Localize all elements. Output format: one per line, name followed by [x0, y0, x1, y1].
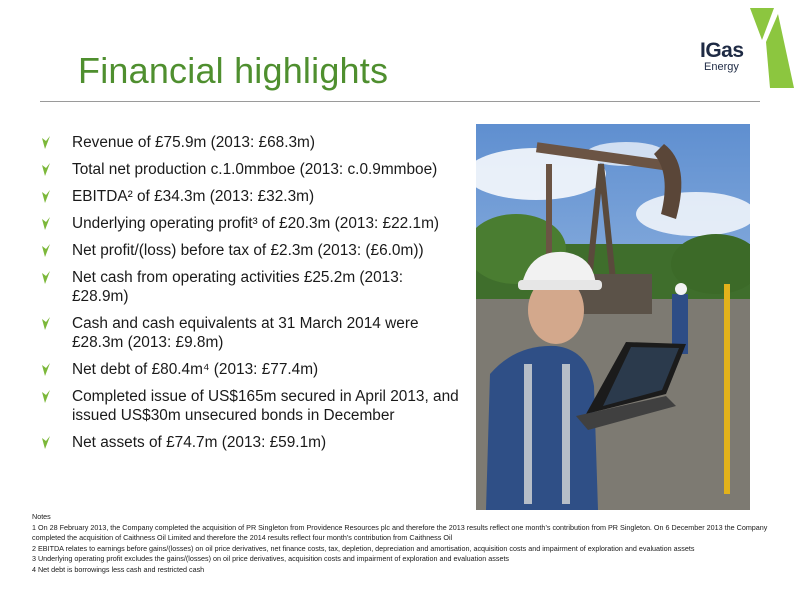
bullet-tick-icon [42, 136, 50, 149]
bullet-tick-icon [42, 390, 50, 403]
logo-subtitle: Energy [704, 61, 739, 73]
bullet-tick-icon [42, 363, 50, 376]
footnote: 2 EBITDA relates to earnings before gains/(losses) on oil price derivatives, net finance costs, tax, depletion, depreciation and amortisation, acquisition costs and impairment of exploration and evaluation assets [32, 543, 695, 553]
list-item: Net debt of £80.4m⁴ (2013: £77.4m) [40, 360, 460, 379]
bullet-tick-icon [42, 436, 50, 449]
list-item: Net profit/(loss) before tax of £2.3m (2013: (£6.0m)) [40, 241, 460, 260]
footnote: 3 Underlying operating profit excludes the gains/(losses) on oil price derivatives, acquisition costs and impairment of exploration and evaluation assets [32, 554, 510, 563]
footnote: 4 Net debt is borrowings less cash and restricted cash [32, 564, 205, 574]
list-item: Revenue of £75.9m (2013: £68.3m) [40, 133, 460, 152]
highlights-list [40, 133, 460, 460]
bullet-tick-icon [42, 317, 50, 330]
bullet-tick-icon [42, 271, 50, 284]
list-item: Underlying operating profit³ of £20.3m (2013: £22.1m) [40, 214, 460, 233]
list-item: EBITDA² of £34.3m (2013: £32.3m) [40, 187, 460, 206]
bullet-tick-icon [42, 217, 50, 230]
bullet-tick-icon [42, 163, 50, 176]
list-item: Net cash from operating activities £25.2m (2013: £28.9m) [40, 268, 460, 306]
footnotes [32, 512, 772, 575]
logo-wordmark: IGas [700, 39, 744, 62]
list-item: Cash and cash equivalents at 31 March 2014 were £28.3m (2013: £9.8m) [40, 314, 460, 352]
list-item: Completed issue of US$165m secured in April 2013, and issued US$30m unsecured bonds in December [40, 387, 460, 425]
list-item: Net assets of £74.7m (2013: £59.1m) [40, 433, 460, 452]
notes-heading: Notes [32, 512, 51, 521]
list-item: Total net production c.1.0mmboe (2013: c.0.9mmboe) [40, 160, 460, 179]
footnote: 1 On 28 February 2013, the Company completed the acquisition of PR Singleton from Providence Resources plc and therefore the 2013 results reflect one month’s contribution from PR Singleton. On 6 December 2013 the Company completed the acquisition of Caithness Oil Limited and therefore the 2014 results reflect four month’s contribution from Caithness Oil [32, 522, 768, 542]
bullet-tick-icon [42, 244, 50, 257]
bullet-tick-icon [42, 190, 50, 203]
igas-logo [700, 4, 796, 96]
slide-title: Financial highlights [78, 50, 389, 91]
title-divider [40, 101, 760, 102]
site-photo [476, 124, 750, 510]
